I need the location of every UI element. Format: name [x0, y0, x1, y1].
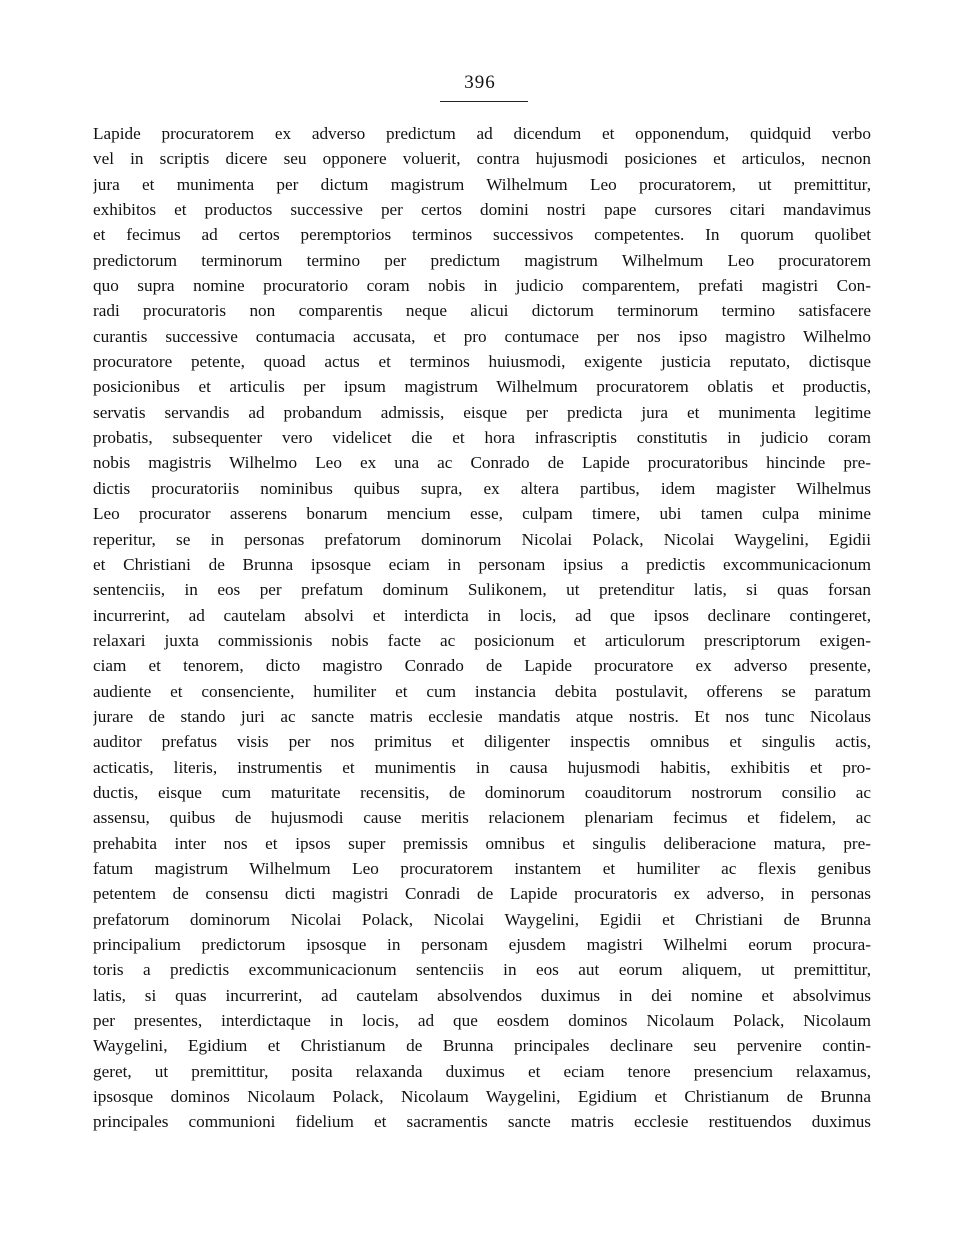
text-line: geret, ut premittitur, posita relaxanda duximus et eciam tenore presencium relaxamus, — [93, 1061, 871, 1081]
text-line: quo supra nomine procuratorio coram nobis in judicio comparentem, prefati magistri Con- — [93, 276, 871, 296]
text-line: curantis successive contumacia accusata, et pro contumace per nos ipso magistro Wilhelmo — [93, 326, 871, 346]
text-line: prehabita inter nos et ipsos super premissis omnibus et singulis deliberacione matura, pre- — [93, 833, 871, 853]
text-line: latis, si quas incurrerint, ad cautelam absolvendos duximus in dei nomine et absolvimus — [93, 985, 871, 1005]
text-line: relaxari juxta commissionis nobis facte ac posicionum et articulorum prescriptorum exigen- — [93, 630, 871, 650]
text-line: fatum magistrum Wilhelmum Leo procuratorem instantem et humiliter ac flexis genibus — [93, 858, 871, 878]
page-header — [0, 72, 960, 94]
text-line: procuratore petente, quoad actus et terminos huiusmodi, exigente justicia reputato, dictisque — [93, 352, 871, 372]
text-line: Lapide procuratorem ex adverso predictum ad dicendum et opponendum, quidquid verbo — [93, 124, 871, 143]
text-line: ciam et tenorem, dicto magistro Conrado de Lapide procuratore ex adverso presente, — [93, 656, 871, 676]
text-line: et fecimus ad certos peremptorios terminos successivos competentes. In quorum quolibet — [93, 225, 871, 245]
text-line: reperitur, se in personas prefatorum dominorum Nicolai Polack, Nicolai Waygelini, Egidii — [93, 529, 871, 549]
text-line: principalium predictorum ipsosque in personam ejusdem magistri Wilhelmi eorum procura- — [93, 935, 871, 954]
text-line: acticatis, literis, instrumentis et munimentis in causa hujusmodi habitis, exhibitis et pro- — [93, 757, 871, 777]
text-line: ipsosque dominos Nicolaum Polack, Nicolaum Waygelini, Egidium et Christianum de Brunna — [93, 1087, 871, 1107]
text-line: Waygelini, Egidium et Christianum de Brunna principales declinare seu pervenire contin- — [93, 1036, 871, 1056]
text-line: vel in scriptis dicere seu opponere voluerit, contra hujusmodi posiciones et articulos, necnon — [93, 149, 871, 169]
text-line: dictis procuratoriis nominibus quibus supra, ex altera partibus, idem magister Wilhelmus — [93, 478, 871, 498]
text-line: auditor prefatus visis per nos primitus et diligenter inspectis omnibus et singulis actis, — [93, 732, 871, 752]
text-line: jura et munimenta per dictum magistrum Wilhelmum Leo procuratorem, ut premittitur, — [93, 174, 871, 194]
text-line: petentem de consensu dicti magistri Conradi de Lapide procuratoris ex adverso, in personas — [93, 884, 871, 904]
body-text — [93, 121, 871, 1135]
text-line: ductis, eisque cum maturitate recensitis, de dominorum coauditorum nostrorum consilio ac — [93, 782, 871, 802]
text-line: posicionibus et articulis per ipsum magistrum Wilhelmum procuratorem oblatis et productis, — [93, 377, 871, 397]
text-line: exhibitos et productos successive per certos domini nostri pape cursores citari mandavimus — [93, 200, 871, 220]
text-line: principales communioni fidelium et sacramentis sancte matris ecclesie restituendos duximus — [93, 1112, 871, 1132]
text-line: et Christiani de Brunna ipsosque eciam in personam ipsius a predictis excommunicacionum — [93, 554, 871, 574]
text-line: servatis servandis ad probandum admissis, eisque per predicta jura et munimenta legitime — [93, 402, 871, 422]
text-line: per presentes, interdictaque in locis, ad que eosdem dominos Nicolaum Polack, Nicolaum — [93, 1011, 871, 1031]
text-line: radi procuratoris non comparentis neque alicui dictorum terminorum termino satisfacere — [93, 301, 871, 321]
header-rule — [440, 101, 528, 102]
text-line: sentenciis, in eos per prefatum dominum Sulikonem, ut pretenditur latis, si quas forsan — [93, 580, 871, 600]
page-number: 396 — [464, 72, 496, 93]
text-line: assensu, quibus de hujusmodi cause meritis relacionem plenariam fecimus et fidelem, ac — [93, 808, 871, 828]
text-line: probatis, subsequenter vero videlicet die et hora infrascriptis constitutis in judicio coram — [93, 428, 871, 448]
text-line: Leo procurator asserens bonarum mencium esse, culpam timere, ubi tamen culpa minime — [93, 504, 871, 524]
text-line: audiente et consenciente, humiliter et cum instancia debita postulavit, offerens se paratum — [93, 681, 871, 701]
text-line: predictorum terminorum termino per predictum magistrum Wilhelmum Leo procuratorem — [93, 250, 871, 270]
text-line: toris a predictis excommunicacionum sentenciis in eos aut eorum aliquem, ut premittitur, — [93, 960, 871, 980]
text-line: jurare de stando juri ac sancte matris ecclesie mandatis atque nostris. Et nos tunc Nicolaus — [93, 706, 871, 726]
text-line: nobis magistris Wilhelmo Leo ex una ac Conrado de Lapide procuratoribus hincinde pre- — [93, 453, 871, 473]
text-line: incurrerint, ad cautelam absolvi et interdicta in locis, ad que ipsos declinare contingeret, — [93, 605, 871, 625]
text-line: prefatorum dominorum Nicolai Polack, Nicolai Waygelini, Egidii et Christiani de Brunna — [93, 909, 871, 929]
